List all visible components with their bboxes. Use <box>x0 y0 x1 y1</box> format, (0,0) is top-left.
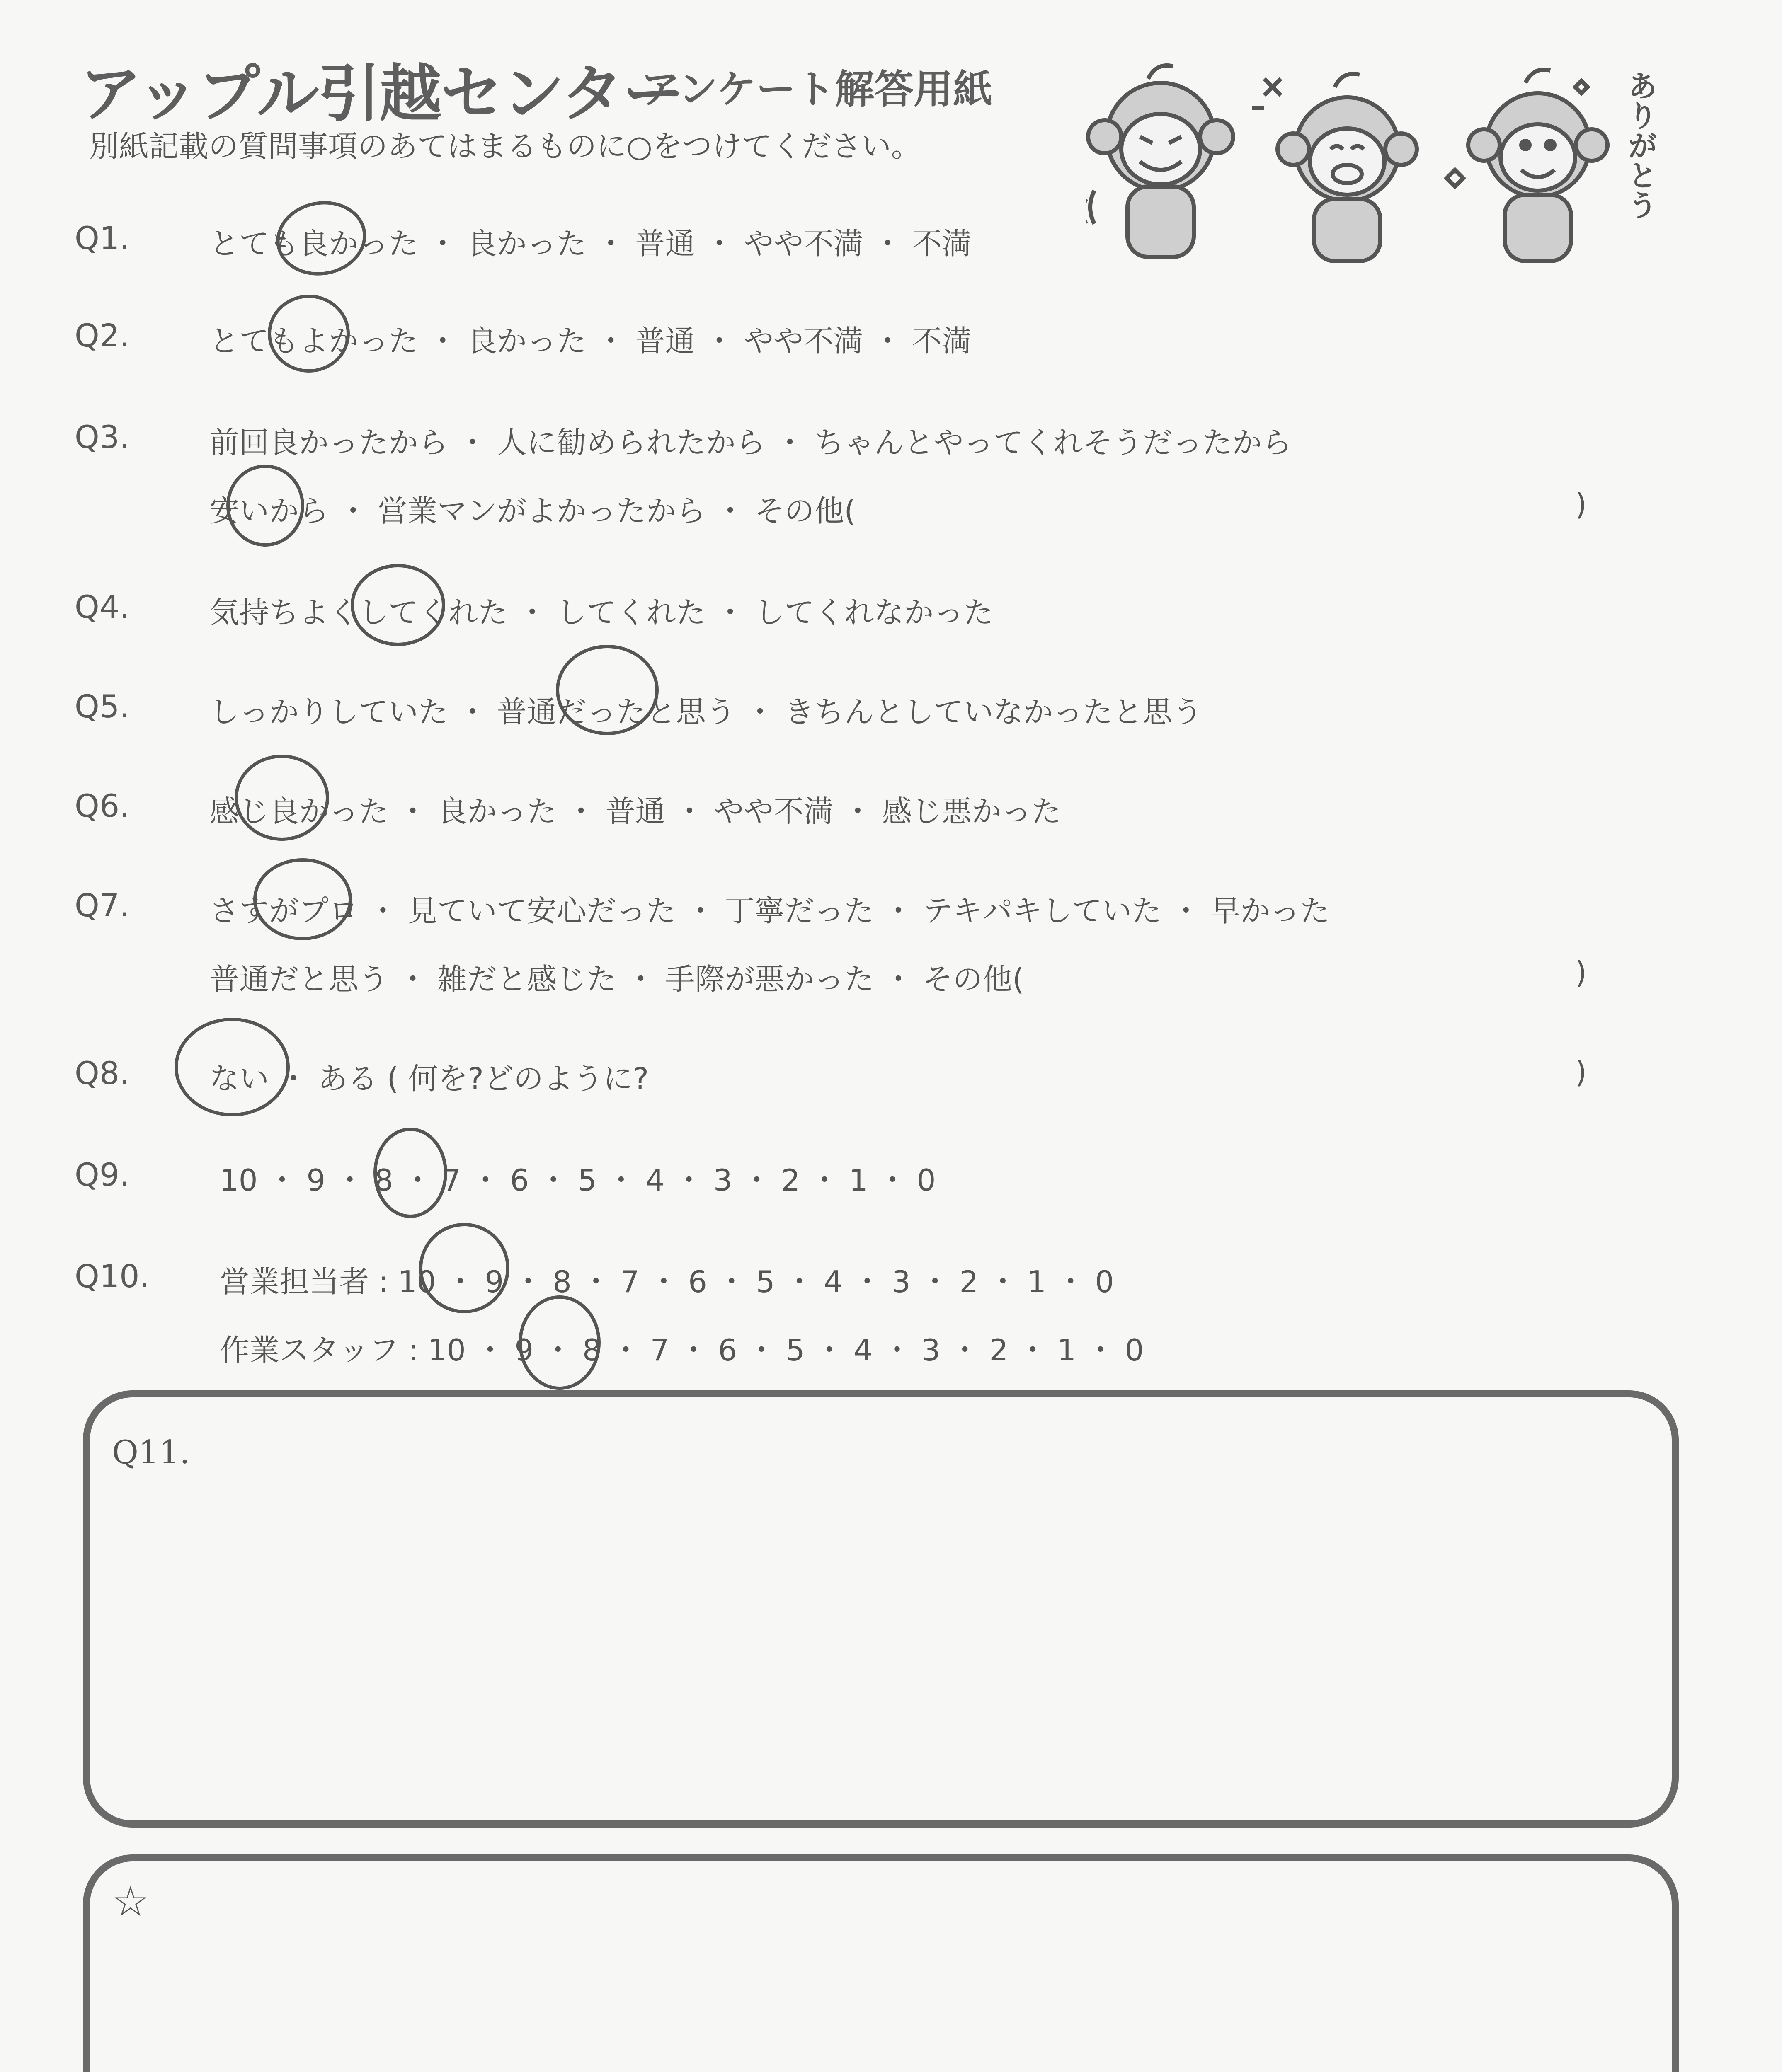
question-label: Q7. <box>75 887 130 924</box>
question-label: Q3. <box>75 419 130 455</box>
rating-scale: 10 ・ 9 ・ 8 ・ 7 ・ 6 ・ 5 ・ 4 ・ 3 ・ 2 ・ 1 ・ 0 <box>220 1163 936 1198</box>
question-label: Q9. <box>75 1156 130 1193</box>
question-options: とてもよかった ・ 良かった ・ 普通 ・ やや不満 ・ 不満 <box>209 324 972 358</box>
question-options: 感じ良かった ・ 良かった ・ 普通 ・ やや不満 ・ 感じ悪かった <box>209 794 1062 829</box>
star-note-box[interactable] <box>83 1854 1679 2072</box>
question-label: Q10. <box>75 1258 150 1295</box>
question-label: Q8. <box>75 1055 130 1092</box>
question-options: 前回良かったから ・ 人に勧められたから ・ ちゃんとやってくれそうだったから <box>209 425 1292 460</box>
question-options: ない ・ ある ( 何を?どのように? <box>209 1061 649 1096</box>
brand-title: アップル引越センター <box>80 58 684 130</box>
instructions: 別紙記載の質問事項のあてはまるものに○をつけてください。 <box>89 129 921 164</box>
question-options: さすがプロ ・ 見ていて安心だった ・ 丁寧だった ・ テキパキしていた ・ 早かった <box>209 893 1330 928</box>
question-options: 普通だと思う ・ 雑だと感じた ・ 手際が悪かった ・ その他( <box>209 962 1024 997</box>
question-label: Q1. <box>75 220 130 257</box>
rating-scale-sales: 営業担当者 : 10 ・ 9 ・ 8 ・ 7 ・ 6 ・ 5 ・ 4 ・ 3 ・ 2 ・ 1 ・ 0 <box>220 1264 1114 1299</box>
closing-paren: ) <box>1575 1055 1587 1089</box>
question-options: 安いから ・ 営業マンがよかったから ・ その他( <box>209 494 856 528</box>
question-label: Q4. <box>75 588 130 625</box>
q11-comment-box[interactable] <box>83 1390 1679 1828</box>
mascot-caption: ありがとう <box>1623 70 1658 220</box>
question-options: しっかりしていた ・ 普通だったと思う ・ きちんとしていなかったと思う <box>209 695 1203 729</box>
question-label: Q6. <box>75 787 130 824</box>
q11-label: Q11. <box>112 1434 190 1471</box>
question-label: Q2. <box>75 317 130 354</box>
mascot-illustration <box>1086 54 1654 269</box>
question-options: とても良かった ・ 良かった ・ 普通 ・ やや不満 ・ 不満 <box>209 226 972 261</box>
document-title: アンケート解答用紙 <box>640 67 993 112</box>
rating-scale-staff: 作業スタッフ : 10 ・ 9 ・ 8 ・ 7 ・ 6 ・ 5 ・ 4 ・ 3 ・ 2 ・ 1 ・ 0 <box>220 1333 1144 1368</box>
closing-paren: ) <box>1575 487 1587 522</box>
question-options: 気持ちよくしてくれた ・ してくれた ・ してくれなかった <box>209 595 994 630</box>
closing-paren: ) <box>1575 955 1587 990</box>
question-label: Q5. <box>75 688 130 725</box>
star-icon: ☆ <box>112 1877 149 1926</box>
